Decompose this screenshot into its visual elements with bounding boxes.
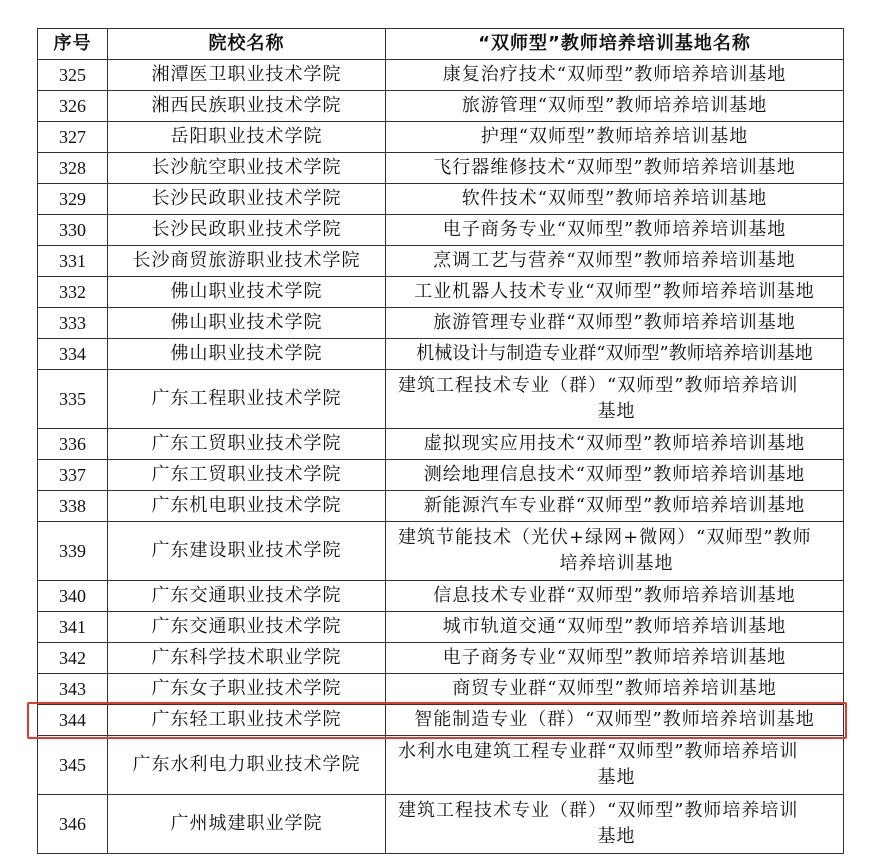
table-row bbox=[38, 91, 844, 122]
row-school: 佛山职业技术学院 bbox=[108, 277, 386, 308]
row-base: 新能源汽车专业群“双师型”教师培养培训基地 bbox=[386, 491, 844, 522]
row-no: 338 bbox=[38, 491, 108, 522]
row-no: 346 bbox=[38, 795, 108, 854]
row-base-line2: 基地 bbox=[597, 767, 636, 788]
row-school: 广东科学技术职业学院 bbox=[108, 643, 386, 674]
table-row bbox=[38, 339, 844, 370]
row-school: 广东工贸职业技术学院 bbox=[108, 429, 386, 460]
row-no: 325 bbox=[38, 60, 108, 91]
row-no: 330 bbox=[38, 215, 108, 246]
row-school: 湘西民族职业技术学院 bbox=[108, 91, 386, 122]
row-no: 339 bbox=[38, 522, 108, 581]
row-base: 虚拟现实应用技术“双师型”教师培养培训基地 bbox=[386, 429, 844, 460]
header-row bbox=[38, 29, 844, 60]
row-no: 344 bbox=[38, 705, 108, 736]
row-school: 岳阳职业技术学院 bbox=[108, 122, 386, 153]
row-no: 326 bbox=[38, 91, 108, 122]
header-base: “双师型”教师培养培训基地名称 bbox=[386, 29, 844, 60]
row-base-line1: 建筑工程技术专业（群）“双师型”教师培养培训 bbox=[398, 375, 799, 396]
row-school: 广东建设职业技术学院 bbox=[108, 522, 386, 581]
row-base: 商贸专业群“双师型”教师培养培训基地 bbox=[386, 674, 844, 705]
row-no: 329 bbox=[38, 184, 108, 215]
row-no: 336 bbox=[38, 429, 108, 460]
row-school: 广东女子职业技术学院 bbox=[108, 674, 386, 705]
table-row bbox=[38, 522, 844, 581]
table-body bbox=[38, 60, 844, 854]
row-school: 广东工程职业技术学院 bbox=[108, 370, 386, 429]
row-no: 334 bbox=[38, 339, 108, 370]
row-school: 广东工贸职业技术学院 bbox=[108, 460, 386, 491]
row-base-line1: 建筑节能技术（光伏+绿网+微网）“双师型”教师 bbox=[398, 527, 812, 548]
row-school: 广东交通职业技术学院 bbox=[108, 612, 386, 643]
row-no: 331 bbox=[38, 246, 108, 277]
table-row bbox=[38, 674, 844, 705]
table-row bbox=[38, 736, 844, 795]
row-school: 佛山职业技术学院 bbox=[108, 308, 386, 339]
header-no: 序号 bbox=[38, 29, 108, 60]
table-row bbox=[38, 491, 844, 522]
row-base: 软件技术“双师型”教师培养培训基地 bbox=[386, 184, 844, 215]
row-school: 广州城建职业学院 bbox=[108, 795, 386, 854]
row-school: 佛山职业技术学院 bbox=[108, 339, 386, 370]
row-base-line2: 培养培训基地 bbox=[559, 553, 674, 574]
row-no: 340 bbox=[38, 581, 108, 612]
table-row bbox=[38, 184, 844, 215]
row-no: 341 bbox=[38, 612, 108, 643]
row-base: 机械设计与制造专业群“双师型”教师培养培训基地 bbox=[386, 339, 844, 370]
row-no: 332 bbox=[38, 277, 108, 308]
row-base: 飞行器维修技术“双师型”教师培养培训基地 bbox=[386, 153, 844, 184]
row-no: 345 bbox=[38, 736, 108, 795]
table-row bbox=[38, 308, 844, 339]
table-row bbox=[38, 612, 844, 643]
row-base: 工业机器人技术专业“双师型”教师培养培训基地 bbox=[386, 277, 844, 308]
table-row bbox=[38, 643, 844, 674]
table-row bbox=[38, 246, 844, 277]
row-base: 旅游管理专业群“双师型”教师培养培训基地 bbox=[386, 308, 844, 339]
row-base-line1: 水利水电建筑工程专业群“双师型”教师培养培训 bbox=[398, 741, 799, 762]
row-no: 327 bbox=[38, 122, 108, 153]
header-school: 院校名称 bbox=[108, 29, 386, 60]
row-base: 测绘地理信息技术“双师型”教师培养培训基地 bbox=[386, 460, 844, 491]
row-no: 333 bbox=[38, 308, 108, 339]
row-no: 328 bbox=[38, 153, 108, 184]
row-base: 护理“双师型”教师培养培训基地 bbox=[386, 122, 844, 153]
row-base bbox=[386, 795, 844, 854]
row-base: 烹调工艺与营养“双师型”教师培养培训基地 bbox=[386, 246, 844, 277]
table-row bbox=[38, 153, 844, 184]
row-school: 湘潭医卫职业技术学院 bbox=[108, 60, 386, 91]
training-base-table bbox=[37, 28, 844, 854]
row-base: 城市轨道交通“双师型”教师培养培训基地 bbox=[386, 612, 844, 643]
table-row bbox=[38, 215, 844, 246]
table-row bbox=[38, 370, 844, 429]
table-row bbox=[38, 460, 844, 491]
table-header bbox=[38, 29, 844, 60]
table-row bbox=[38, 122, 844, 153]
row-base bbox=[386, 522, 844, 581]
row-base: 电子商务专业“双师型”教师培养培训基地 bbox=[386, 643, 844, 674]
table-row bbox=[38, 429, 844, 460]
row-school: 广东机电职业技术学院 bbox=[108, 491, 386, 522]
table-row bbox=[38, 795, 844, 854]
row-base: 康复治疗技术“双师型”教师培养培训基地 bbox=[386, 60, 844, 91]
table-row bbox=[38, 277, 844, 308]
row-base: 智能制造专业（群）“双师型”教师培养培训基地 bbox=[386, 705, 844, 736]
row-school: 广东水利电力职业技术学院 bbox=[108, 736, 386, 795]
row-base: 信息技术专业群“双师型”教师培养培训基地 bbox=[386, 581, 844, 612]
row-base bbox=[386, 736, 844, 795]
row-school: 长沙航空职业技术学院 bbox=[108, 153, 386, 184]
row-base: 旅游管理“双师型”教师培养培训基地 bbox=[386, 91, 844, 122]
row-school: 长沙民政职业技术学院 bbox=[108, 184, 386, 215]
row-base bbox=[386, 370, 844, 429]
table-row bbox=[38, 581, 844, 612]
row-no: 343 bbox=[38, 674, 108, 705]
row-base: 电子商务专业“双师型”教师培养培训基地 bbox=[386, 215, 844, 246]
table-row-highlighted bbox=[38, 705, 844, 736]
table-row bbox=[38, 60, 844, 91]
row-no: 337 bbox=[38, 460, 108, 491]
row-base-line1: 建筑工程技术专业（群）“双师型”教师培养培训 bbox=[398, 800, 799, 821]
row-school: 广东交通职业技术学院 bbox=[108, 581, 386, 612]
row-school: 长沙商贸旅游职业技术学院 bbox=[108, 246, 386, 277]
row-base-line2: 基地 bbox=[597, 401, 636, 422]
row-no: 335 bbox=[38, 370, 108, 429]
row-school: 长沙民政职业技术学院 bbox=[108, 215, 386, 246]
row-no: 342 bbox=[38, 643, 108, 674]
row-base-line2: 基地 bbox=[597, 826, 636, 847]
row-school: 广东轻工职业技术学院 bbox=[108, 705, 386, 736]
